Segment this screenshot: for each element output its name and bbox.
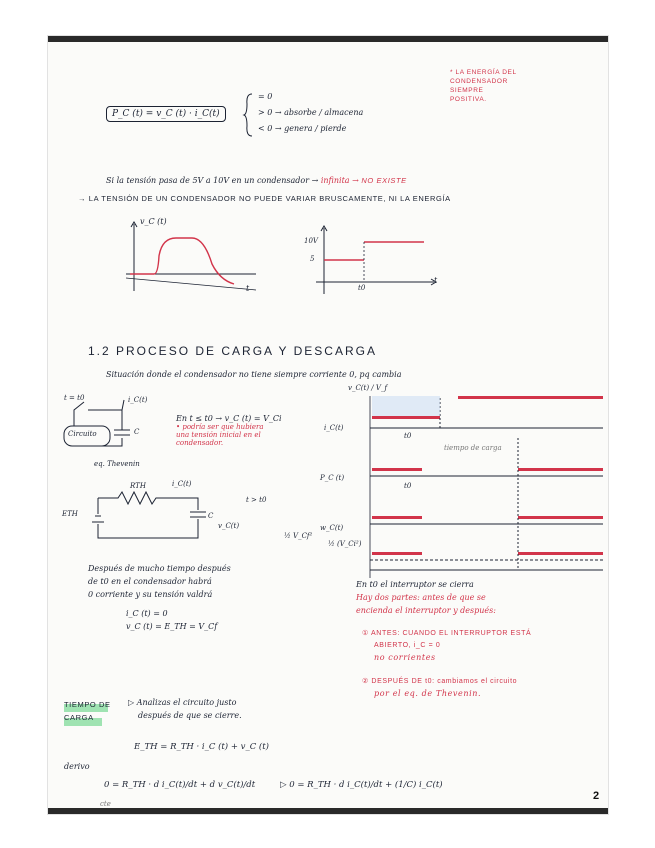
graph-left-ylabel: v_C (t) bbox=[140, 217, 167, 226]
circuit-cap-label: C bbox=[134, 428, 140, 436]
thevenin-c-label: C bbox=[208, 512, 214, 520]
timing-diagrams bbox=[348, 388, 606, 588]
graph-vc-right bbox=[316, 224, 446, 296]
graph-left-xlabel: t bbox=[246, 284, 250, 293]
graph-right-t0: t0 bbox=[358, 284, 366, 292]
eth-label: ETH bbox=[62, 510, 78, 518]
section-title: 1.2 PROCESO DE CARGA Y DESCARGA bbox=[88, 344, 377, 358]
graph-right-xlabel: t bbox=[434, 276, 438, 285]
timing-wc-sub: ½ (V_Ci²) bbox=[328, 540, 362, 548]
power-case-zero: = 0 bbox=[258, 92, 273, 101]
power-cases-brace bbox=[244, 92, 254, 138]
thevenin-equation: E_TH = R_TH · i_C (t) + v_C (t) bbox=[134, 742, 269, 752]
energy-positive-note: * LA ENERGÍA DEL CONDENSADOR SIEMPRE POSITIVA. bbox=[450, 69, 517, 103]
timing-wc-left: ½ V_Cf² bbox=[284, 532, 313, 540]
steady-state-note: Después de mucho tiempo después de t0 en el condensador habrá 0 corriente y su tensión valdrá i_C (t) = 0 v_C (t) = E_TH = V_Cf bbox=[88, 564, 231, 631]
power-formula: P_C (t) = v_C (t) · i_C(t) bbox=[112, 109, 220, 119]
circuit-ic-label: i_C(t) bbox=[128, 396, 148, 404]
page-number: 2 bbox=[593, 790, 600, 802]
thevenin-label: eq. Thevenin bbox=[94, 460, 140, 468]
thevenin-time-condition: t > t0 bbox=[246, 496, 267, 504]
cte-note: cte bbox=[100, 800, 111, 808]
timing-t0-a: t0 bbox=[404, 432, 412, 440]
power-case-negative: < 0 → genera / pierde bbox=[258, 124, 347, 133]
timing-vc-label: v_C(t) / V_f bbox=[348, 384, 388, 392]
timing-charge-time: tiempo de carga bbox=[444, 444, 502, 452]
derived-equation: 0 = R_TH · d i_C(t)/dt + d v_C(t)/dt bbox=[104, 780, 256, 790]
timing-pc-label: P_C (t) bbox=[320, 474, 345, 482]
charge-time-label: TIEMPO DE CARGA bbox=[64, 700, 111, 722]
initial-voltage-note: En t ≤ t0 → v_C (t) = V_Ci • podría ser que hubiera una tensión inicial en el condensador. bbox=[176, 414, 282, 447]
graph-vc-left bbox=[126, 216, 266, 296]
timing-wc-label: w_C(t) bbox=[320, 524, 344, 532]
rth-label: RTH bbox=[130, 482, 146, 490]
derive-label: derivo bbox=[64, 762, 90, 771]
result-equation: ▷ 0 = R_TH · d i_C(t)/dt + (1/C) i_C(t) bbox=[280, 780, 443, 790]
voltage-continuity-rule: → LA TENSIÓN DE UN CONDENSADOR NO PUEDE VARIAR BRUSCAMENTE, NI LA ENERGÍA bbox=[78, 194, 451, 203]
thevenin-vc-label: v_C(t) bbox=[218, 522, 240, 530]
scan-border-bottom bbox=[48, 808, 608, 814]
graph-right-5v: 5 bbox=[310, 255, 315, 263]
timing-t0-b: t0 bbox=[404, 482, 412, 490]
notebook-page bbox=[48, 36, 608, 814]
circuit-schematic bbox=[62, 390, 190, 490]
section-intro: Situación donde el condensador no tiene siempre corriente 0, pq cambia bbox=[106, 370, 402, 379]
power-case-positive: > 0 → absorbe / almacena bbox=[258, 108, 364, 117]
voltage-jump-line: Si la tensión pasa de 5V a 10V en un condensador → infinita → NO EXISTE bbox=[106, 176, 407, 185]
switch-notes: En t0 el interruptor se cierra Hay dos partes: antes de que se encienda el interruptor y después: bbox=[356, 580, 496, 615]
charge-time-description: ▷ Analizas el circuito justo después de que se cierre. bbox=[128, 698, 242, 720]
switch-before-note: ① ANTES: CUANDO EL INTERRUPTOR ESTÁ ABIERTO, i_C = 0 no corrientes bbox=[362, 630, 532, 662]
graph-right-10v: 10V bbox=[304, 237, 318, 245]
scan-border-top bbox=[48, 36, 608, 42]
switch-label: t = t0 bbox=[64, 394, 85, 402]
timing-ic-label: i_C(t) bbox=[324, 424, 344, 432]
power-formula-box bbox=[106, 106, 226, 122]
thevenin-ic-label: i_C(t) bbox=[172, 480, 192, 488]
thevenin-circuit bbox=[88, 482, 228, 552]
switch-after-note: ② DESPUÉS DE t0: cambiamos el circuito por el eq. de Thevenin. bbox=[362, 678, 518, 698]
circuit-block-label: Circuito bbox=[68, 430, 97, 438]
